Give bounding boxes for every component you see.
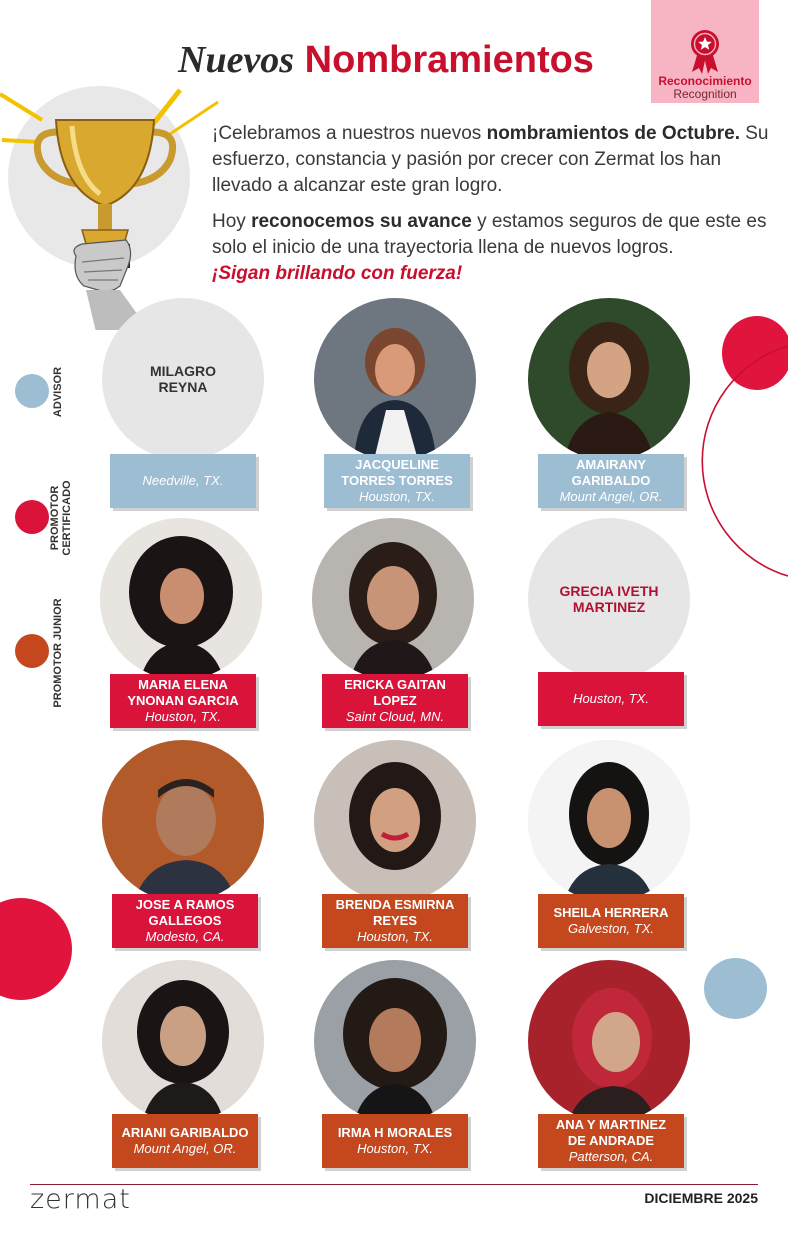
member-name: BRENDA ESMIRNA REYES [335, 897, 455, 928]
member-photo [314, 960, 476, 1122]
member-photo [102, 740, 264, 902]
category-dot-promotor-certificado [15, 500, 49, 534]
intro-paragraph-2: Hoy reconocemos su avance y estamos seguros de que este es solo el inicio de una trayectoria llena de nuevos logros. ¡Sigan brillando con fuerza! [212, 211, 767, 284]
member-plate [322, 1114, 468, 1168]
footer-divider [30, 1184, 758, 1185]
member-plate [112, 894, 258, 948]
recognition-badge [651, 0, 759, 103]
member-plate [322, 674, 468, 728]
member-plate [322, 894, 468, 948]
member-city: Mount Angel, OR. [559, 489, 663, 504]
member-avatar [528, 518, 690, 680]
member-plate [538, 1114, 684, 1168]
member-city: Houston, TX. [357, 929, 433, 944]
member-avatar [102, 298, 264, 460]
intro-text [212, 121, 772, 297]
trophy-icon [0, 80, 220, 330]
member-name: JOSE A RAMOS GALLEGOS [135, 897, 235, 928]
member-photo [312, 518, 474, 680]
member-city: Houston, TX. [359, 489, 435, 504]
member-name: SHEILA HERRERA [553, 905, 669, 920]
member-plate [110, 674, 256, 728]
category-dot-promotor-junior [15, 634, 49, 668]
member-photo [314, 740, 476, 902]
member-plate [112, 1114, 258, 1168]
member-name: ARIANI GARIBALDO [121, 1125, 249, 1140]
badge-subtitle: Recognition [673, 87, 737, 101]
category-dot-advisor [15, 374, 49, 408]
member-city: Mount Angel, OR. [133, 1141, 237, 1156]
title-word-nombramientos: Nombramientos [304, 39, 594, 81]
category-label-promotor-junior: PROMOTOR JUNIOR [52, 598, 64, 708]
avatar-name: MILAGRO REYNA [149, 363, 217, 395]
member-city: Houston, TX. [573, 691, 649, 706]
zermat-logo: zermat [30, 1184, 131, 1215]
member-name: MARIA ELENA YNONAN GARCIA [127, 677, 239, 708]
intro-paragraph-1: ¡Celebramos a nuestros nuevos nombramientos de Octubre. Su esfuerzo, constancia y pasión por crecer con Zermat los han llevado a alcanzar este gran logro. [212, 123, 769, 196]
footer-date: DICIEMBRE 2025 [644, 1190, 758, 1206]
member-city: Houston, TX. [357, 1141, 433, 1156]
member-name: ANA Y MARTINEZ DE ANDRADE [555, 1117, 667, 1148]
decorative-circle-red-left [0, 898, 72, 1000]
category-label-promotor-certificado: PROMOTOR CERTIFICADO [49, 480, 73, 556]
avatar-name: GRECIA IVETH MARTINEZ [559, 583, 659, 615]
member-city: Saint Cloud, MN. [345, 709, 445, 724]
member-plate [538, 454, 684, 508]
award-ribbon-icon [689, 28, 721, 74]
member-plate [110, 454, 256, 508]
member-city: Modesto, CA. [145, 929, 225, 944]
member-name: AMAIRANY GARIBALDO [571, 457, 651, 488]
badge-title: Reconocimiento [658, 74, 752, 88]
member-photo [528, 960, 690, 1122]
member-city: Patterson, CA. [568, 1149, 654, 1164]
member-city: Needville, TX. [142, 473, 224, 488]
member-name: ERICKA GAITAN LOPEZ [344, 677, 446, 708]
member-city: Galveston, TX. [568, 921, 654, 936]
intro-highlight: ¡Sigan brillando con fuerza! [212, 263, 463, 284]
member-photo [528, 740, 690, 902]
member-plate [538, 894, 684, 948]
member-photo [100, 518, 262, 680]
title-word-nuevos: Nuevos [178, 39, 295, 81]
member-plate [324, 454, 470, 508]
decorative-circle-blue-right [704, 958, 767, 1019]
member-city: Houston, TX. [145, 709, 221, 724]
member-photo [102, 960, 264, 1122]
category-label-advisor: ADVISOR [52, 366, 64, 418]
page-title [178, 36, 594, 84]
member-plate [538, 672, 684, 726]
member-photo [528, 298, 690, 460]
member-name: JACQUELINE TORRES TORRES [341, 457, 453, 488]
member-photo [314, 298, 476, 460]
decorative-arc-right [700, 340, 788, 580]
member-name: IRMA H MORALES [337, 1125, 453, 1140]
